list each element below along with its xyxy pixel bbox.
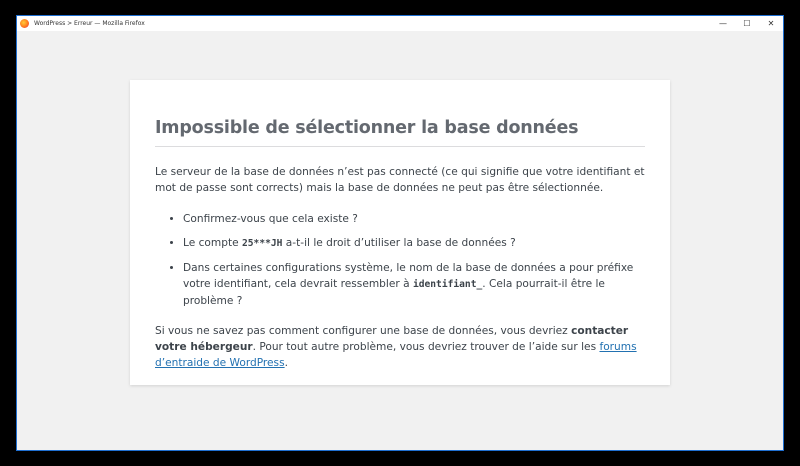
outro-text: Si vous ne savez pas comment configurer une base de données, vous devriez [155, 325, 572, 337]
list-item [183, 260, 645, 309]
troubleshoot-list [155, 211, 645, 309]
error-intro: Le serveur de la base de données n’est pas connecté (ce qui signifie que votre identifiant et mot de passe sont corrects) mais la base de données ne peut pas être sélectionnée. [155, 166, 645, 194]
error-panel [130, 80, 670, 385]
list-item-text: Confirmez-vous que cela existe ? [183, 213, 358, 225]
browser-window [16, 15, 784, 451]
contact-host-text: contacter votre hébergeur [155, 325, 629, 353]
account-name-code: 25***JH [242, 238, 283, 249]
list-item [183, 235, 645, 252]
minimize-button[interactable]: — [719, 18, 727, 28]
maximize-button[interactable]: ☐ [743, 18, 751, 28]
outro-text: . Pour tout autre problème, vous devriez trouver de l’aide sur les [252, 341, 600, 353]
page-content [17, 31, 783, 450]
outro-end: . [284, 357, 288, 369]
list-item [183, 211, 645, 227]
support-forums-link[interactable]: forums d’entraide de WordPress [155, 341, 637, 369]
title-bar[interactable] [17, 16, 783, 31]
list-item-text: Le compte [183, 237, 242, 249]
window-title: WordPress > Erreur — Mozilla Firefox [34, 20, 145, 27]
list-item-text: a-t-il le droit d’utiliser la base de données ? [282, 237, 516, 249]
window-controls [711, 16, 783, 31]
firefox-icon [20, 19, 29, 28]
error-outro [155, 323, 645, 371]
list-item-text: Dans certaines configurations système, le nom de la base de données a pour préfixe votre identifiant, cela devrait ressembler à [183, 262, 634, 290]
prefix-code: identifiant_ [412, 279, 483, 290]
close-button[interactable]: ✕ [767, 18, 775, 28]
error-heading: Impossible de sélectionner la base données [155, 118, 645, 147]
list-item-text: . Cela pourrait-il être le problème ? [183, 278, 605, 307]
